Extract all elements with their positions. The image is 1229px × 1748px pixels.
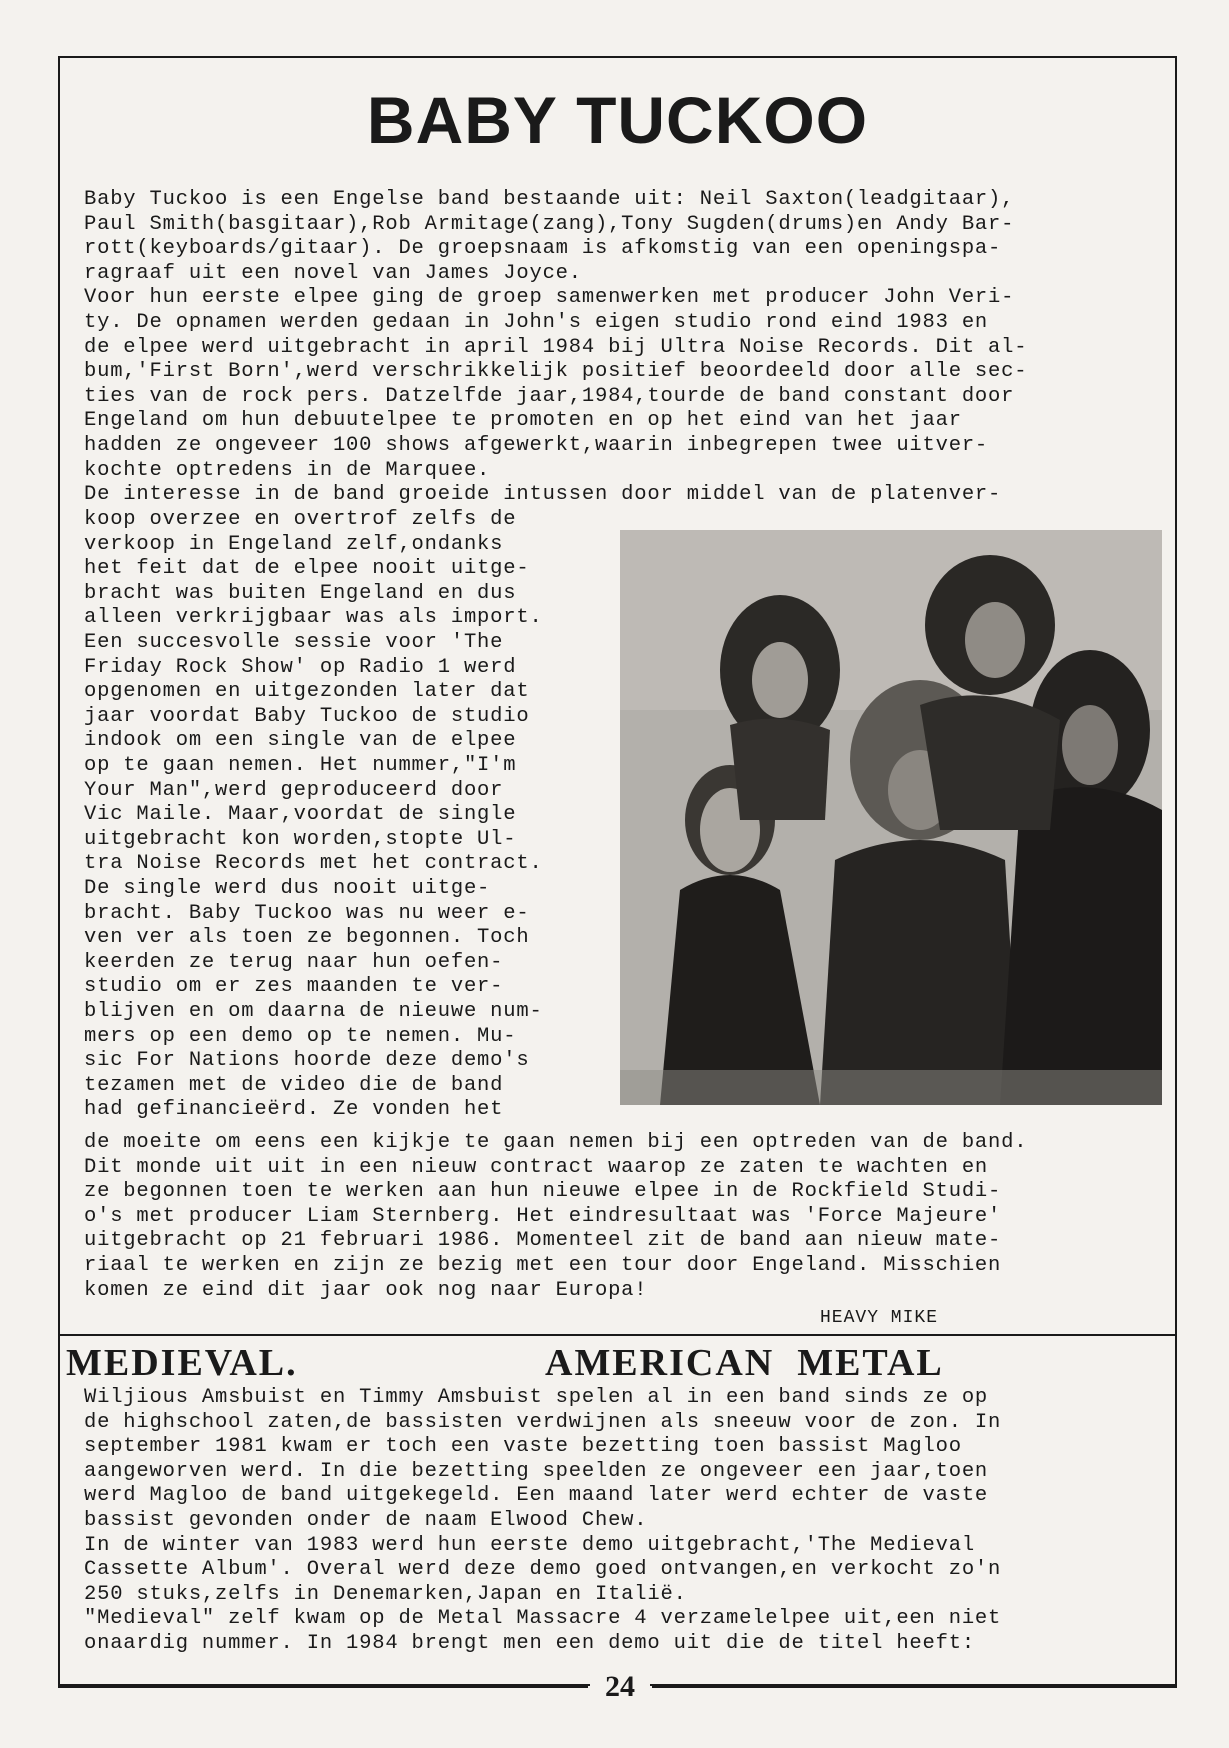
text-line: Your Man",werd geproduceerd door — [84, 778, 504, 802]
text-line: Engeland om hun debuutelpee te promoten en op het eind van het jaar — [84, 409, 962, 433]
text-line: tezamen met de video die de band — [84, 1073, 504, 1097]
text-line: riaal te werken en zijn ze bezig met een tour door Engeland. Misschien — [84, 1254, 1002, 1277]
text-line: kochte optredens in de Marquee. — [84, 458, 491, 482]
text-line: de highschool zaten,de bassisten verdwijnen als sneeuw voor de zon. In — [84, 1410, 1002, 1434]
text-line: verkoop in Engeland zelf,ondanks — [84, 532, 504, 556]
text-line: ties van de rock pers. Datzelfde jaar,1984,tourde de band constant door — [84, 384, 1015, 408]
text-line: komen ze eind dit jaar ook nog naar Europa! — [84, 1278, 648, 1302]
text-line: op te gaan nemen. Het nummer,"I'm — [84, 754, 517, 777]
text-line: aangeworven werd. In die bezetting speelden ze ongeveer een jaar,toen — [84, 1459, 989, 1483]
section-title-american-metal: AMERICAN METAL — [545, 1342, 944, 1384]
text-line: 250 stuks,zelfs in Denemarken,Japan en Italië. — [84, 1582, 687, 1606]
text-line: uitgebracht kon worden,stopte Ul- — [84, 827, 517, 851]
text-line: de elpee werd uitgebracht in april 1984 bij Ultra Noise Records. Dit al- — [84, 335, 1028, 359]
text-line: tra Noise Records met het contract. — [84, 852, 543, 876]
text-line: ven ver als toen ze begonnen. Toch — [84, 926, 530, 950]
text-line: Dit monde uit uit in een nieuw contract waarop ze zaten te wachten en — [84, 1155, 989, 1179]
text-line: had gefinancieërd. Ze vonden het — [84, 1098, 504, 1122]
section-title-medieval: MEDIEVAL. — [66, 1342, 298, 1384]
text-line: hadden ze ongeveer 100 shows afgewerkt,waarin inbegrepen twee uitver- — [84, 434, 989, 457]
text-line: opgenomen en uitgezonden later dat — [84, 680, 530, 704]
text-line: uitgebracht op 21 februari 1986. Momenteel zit de band aan nieuw mate- — [84, 1229, 1002, 1253]
text-line: het feit dat de elpee nooit uitge- — [84, 557, 530, 581]
text-line: ragraaf uit een novel van James Joyce. — [84, 261, 582, 285]
text-line: "Medieval" zelf kwam op de Metal Massacre 4 verzamelelpee uit,een niet — [84, 1607, 1002, 1631]
text-line: september 1981 kwam er toch een vaste bezetting toen bassist Magloo — [84, 1435, 962, 1459]
text-line: ty. De opnamen werden gedaan in John's eigen studio rond eind 1983 en — [84, 311, 989, 334]
text-line: keerden ze terug naar hun oefen- — [84, 950, 504, 974]
text-line: De interesse in de band groeide intussen door middel van de platenver- — [84, 483, 1002, 507]
text-line: indook om een single van de elpee — [84, 729, 517, 753]
text-line: o's met producer Liam Sternberg. Het eindresultaat was 'Force Majeure' — [84, 1204, 1002, 1228]
text-line: Cassette Album'. Overal werd deze demo goed ontvangen,en verkocht zo'n — [84, 1558, 1002, 1582]
text-line: Paul Smith(basgitaar),Rob Armitage(zang),Tony Sugden(drums)en Andy Bar- — [84, 212, 1015, 236]
text-line: bum,'First Born',werd verschrikkelijk positief beoordeeld door alle sec- — [84, 360, 1028, 384]
text-line: alleen verkrijgbaar was als import. — [84, 606, 543, 630]
text-line: Baby Tuckoo is een Engelse band bestaande uit: Neil Saxton(leadgitaar), — [84, 188, 1015, 211]
section-divider — [58, 1334, 1177, 1336]
text-line: bracht. Baby Tuckoo was nu weer e- — [84, 901, 530, 925]
text-line: mers op een demo op te nemen. Mu- — [84, 1024, 517, 1048]
text-line: bassist gevonden onder de naam Elwood Chew. — [84, 1509, 648, 1532]
text-line: rott(keyboards/gitaar). De groepsnaam is afkomstig van een openingspa- — [84, 237, 1002, 261]
band-photo-graphic — [620, 530, 1162, 1105]
text-line: De single werd dus nooit uitge- — [84, 877, 491, 900]
article-credit: HEAVY MIKE — [820, 1308, 939, 1328]
text-line: Friday Rock Show' op Radio 1 werd — [84, 655, 517, 679]
page-number: 24 — [590, 1670, 650, 1704]
footer-rule-right — [652, 1686, 1177, 1688]
text-line: studio om er zes maanden te ver- — [84, 975, 504, 999]
text-line: blijven en om daarna de nieuwe num- — [84, 1000, 543, 1023]
text-line: sic For Nations hoorde deze demo's — [84, 1049, 530, 1073]
text-line: bracht was buiten Engeland en dus — [84, 581, 517, 605]
text-line: Wiljious Amsbuist en Timmy Amsbuist spelen al in een band sinds ze op — [84, 1386, 989, 1409]
text-line: jaar voordat Baby Tuckoo de studio — [84, 704, 530, 728]
band-photo — [620, 530, 1162, 1105]
text-line: onaardig nummer. In 1984 brengt men een demo uit die de titel heeft: — [84, 1632, 975, 1655]
text-line: Vic Maile. Maar,voordat de single — [84, 803, 517, 827]
article-title: BABY TUCKOO — [366, 83, 869, 157]
text-line: koop overzee en overtrof zelfs de — [84, 508, 517, 531]
text-line: Voor hun eerste elpee ging de groep samenwerken met producer John Veri- — [84, 286, 1015, 310]
text-line: In de winter van 1983 werd hun eerste demo uitgebracht,'The Medieval — [84, 1533, 975, 1557]
text-line: werd Magloo de band uitgekegeld. Een maand later werd echter de vaste — [84, 1484, 989, 1508]
text-line: de moeite om eens een kijkje te gaan nemen bij een optreden van de band. — [84, 1131, 1028, 1154]
text-line: ze begonnen toen te werken aan hun nieuwe elpee in de Rockfield Studi- — [84, 1180, 1002, 1204]
footer-rule-left — [58, 1686, 588, 1688]
text-line: Een succesvolle sessie voor 'The — [84, 631, 504, 654]
